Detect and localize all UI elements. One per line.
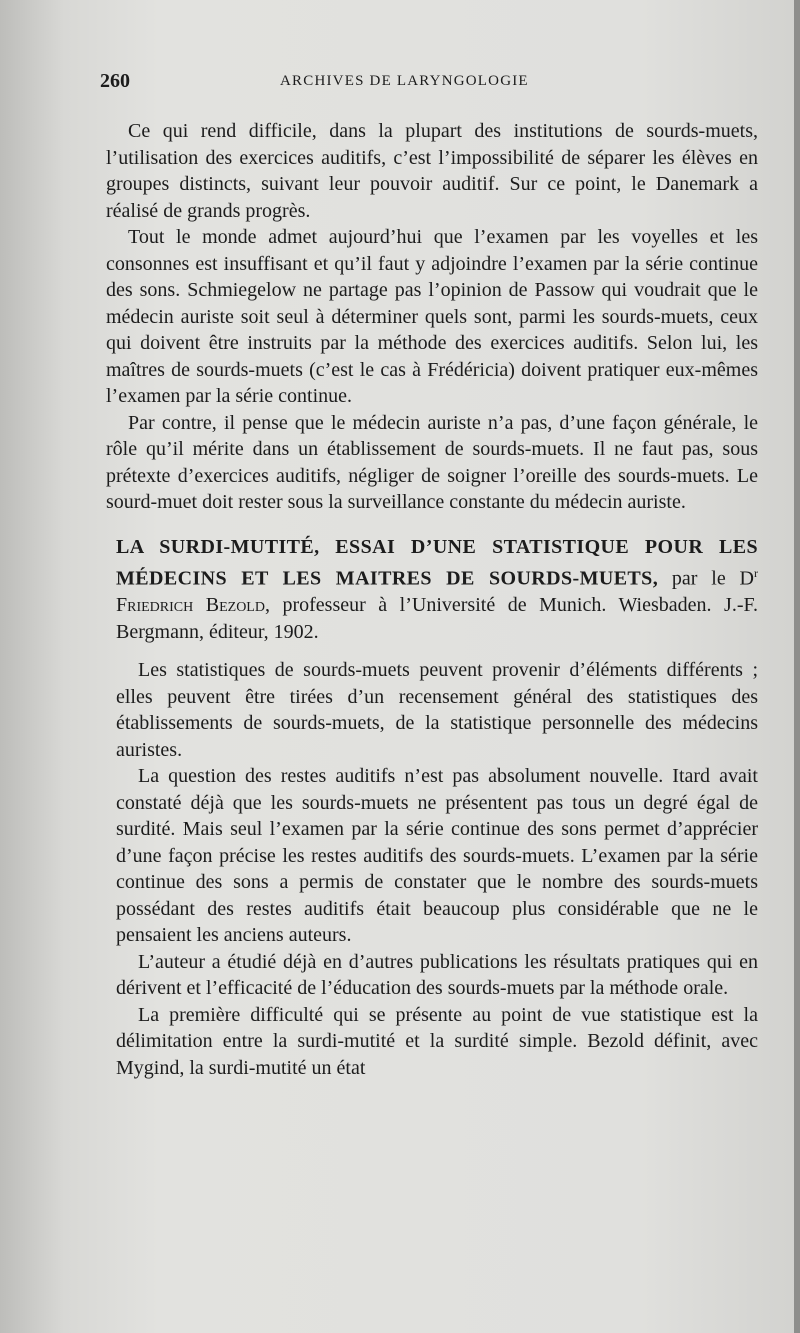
- spacer: [106, 645, 758, 657]
- paragraph: Ce qui rend difficile, dans la plupart des institutions de sourds-muets, l’utilisation des exercices auditifs, c’est l’impossibilité de séparer les élèves en groupes distincts, suivant leur pouvoir auditif. Sur ce point, le Danemark a réalisé de grands progrès.: [106, 120, 758, 222]
- paragraph: Les statistiques de sourds-muets peuvent provenir d’éléments différents ; elles peuvent être tirées d’un recensement général des statistiques des établissements de sourds-muets, de la statistique personnelle des médecins auristes.: [116, 659, 758, 761]
- review-author: Friedrich Bezold: [116, 594, 265, 617]
- page-number: 260: [100, 70, 130, 92]
- review-body: [106, 657, 758, 1081]
- review-dr-superscript: r: [754, 566, 758, 580]
- paragraph: La première difficulté qui se présente au point de vue statistique est la délimitation entre la surdi-mutité et la surdité simple. Bezold définit, avec Mygind, la surdi-mutité un état: [116, 1003, 758, 1079]
- review-by: par le D: [671, 567, 754, 590]
- article-body: [106, 118, 758, 1081]
- paragraph: L’auteur a étudié déjà en d’autres publications les résultats pratiques qui en dérivent et l’efficacité de l’éducation des sourds-muets par la méthode orale.: [116, 950, 758, 1000]
- paragraph: Tout le monde admet aujourd’hui que l’examen par les voyelles et les consonnes est insuffisant et qu’il faut y adjoindre l’examen par la série continue des sons. Schmiegelow ne partage pas l’opinion de Passow qui voudrait que le médecin auriste soit seul à déterminer quels sont, parmi les sourds-muets, ceux qui doivent être instruits par la méthode des exercices auditifs. Selon lui, les maîtres de sourds-muets (c’est le cas à Frédéricia) doivent pratiquer eux-mêmes l’examen par la série continue.: [106, 226, 758, 407]
- review-title: LA SURDI-MUTITÉ, ESSAI D’UNE STATISTIQUE POUR LES MÉDECINS ET LES MAITRES DE SOURDS-MUETS,: [116, 535, 758, 590]
- review-heading: [106, 534, 758, 646]
- paragraph: Par contre, il pense que le médecin auriste n’a pas, d’une façon générale, le rôle qu’il mérite dans un établissement de sourds-muets. Il ne faut pas, sous prétexte d’exercices auditifs, négliger de soigner l’oreille des sourds-muets. Le sourd-muet doit rester sous la surveillance constante du médecin auriste.: [106, 411, 758, 513]
- running-title: ARCHIVES DE LARYNGOLOGIE: [280, 73, 529, 89]
- paragraph: La question des restes auditifs n’est pas absolument nouvelle. Itard avait constaté déjà que les sourds-muets ne présentent pas tous un degré égal de surdité. Mais seul l’examen par la série continue des sons permet d’apprécier d’une façon précise les restes auditifs des sourds-muets. L’examen par la série continue des sons a permis de constater que le nombre des sourds-muets possédant des restes auditifs était beaucoup plus considérable que ne le pensaient les anciens auteurs.: [116, 765, 758, 947]
- page-edge-shadow: [794, 0, 800, 1333]
- review-publication-info: , professeur à l’Université de Munich. Wiesbaden. J.-F. Bergmann, éditeur, 1902.: [116, 594, 758, 643]
- page-header: [100, 70, 600, 100]
